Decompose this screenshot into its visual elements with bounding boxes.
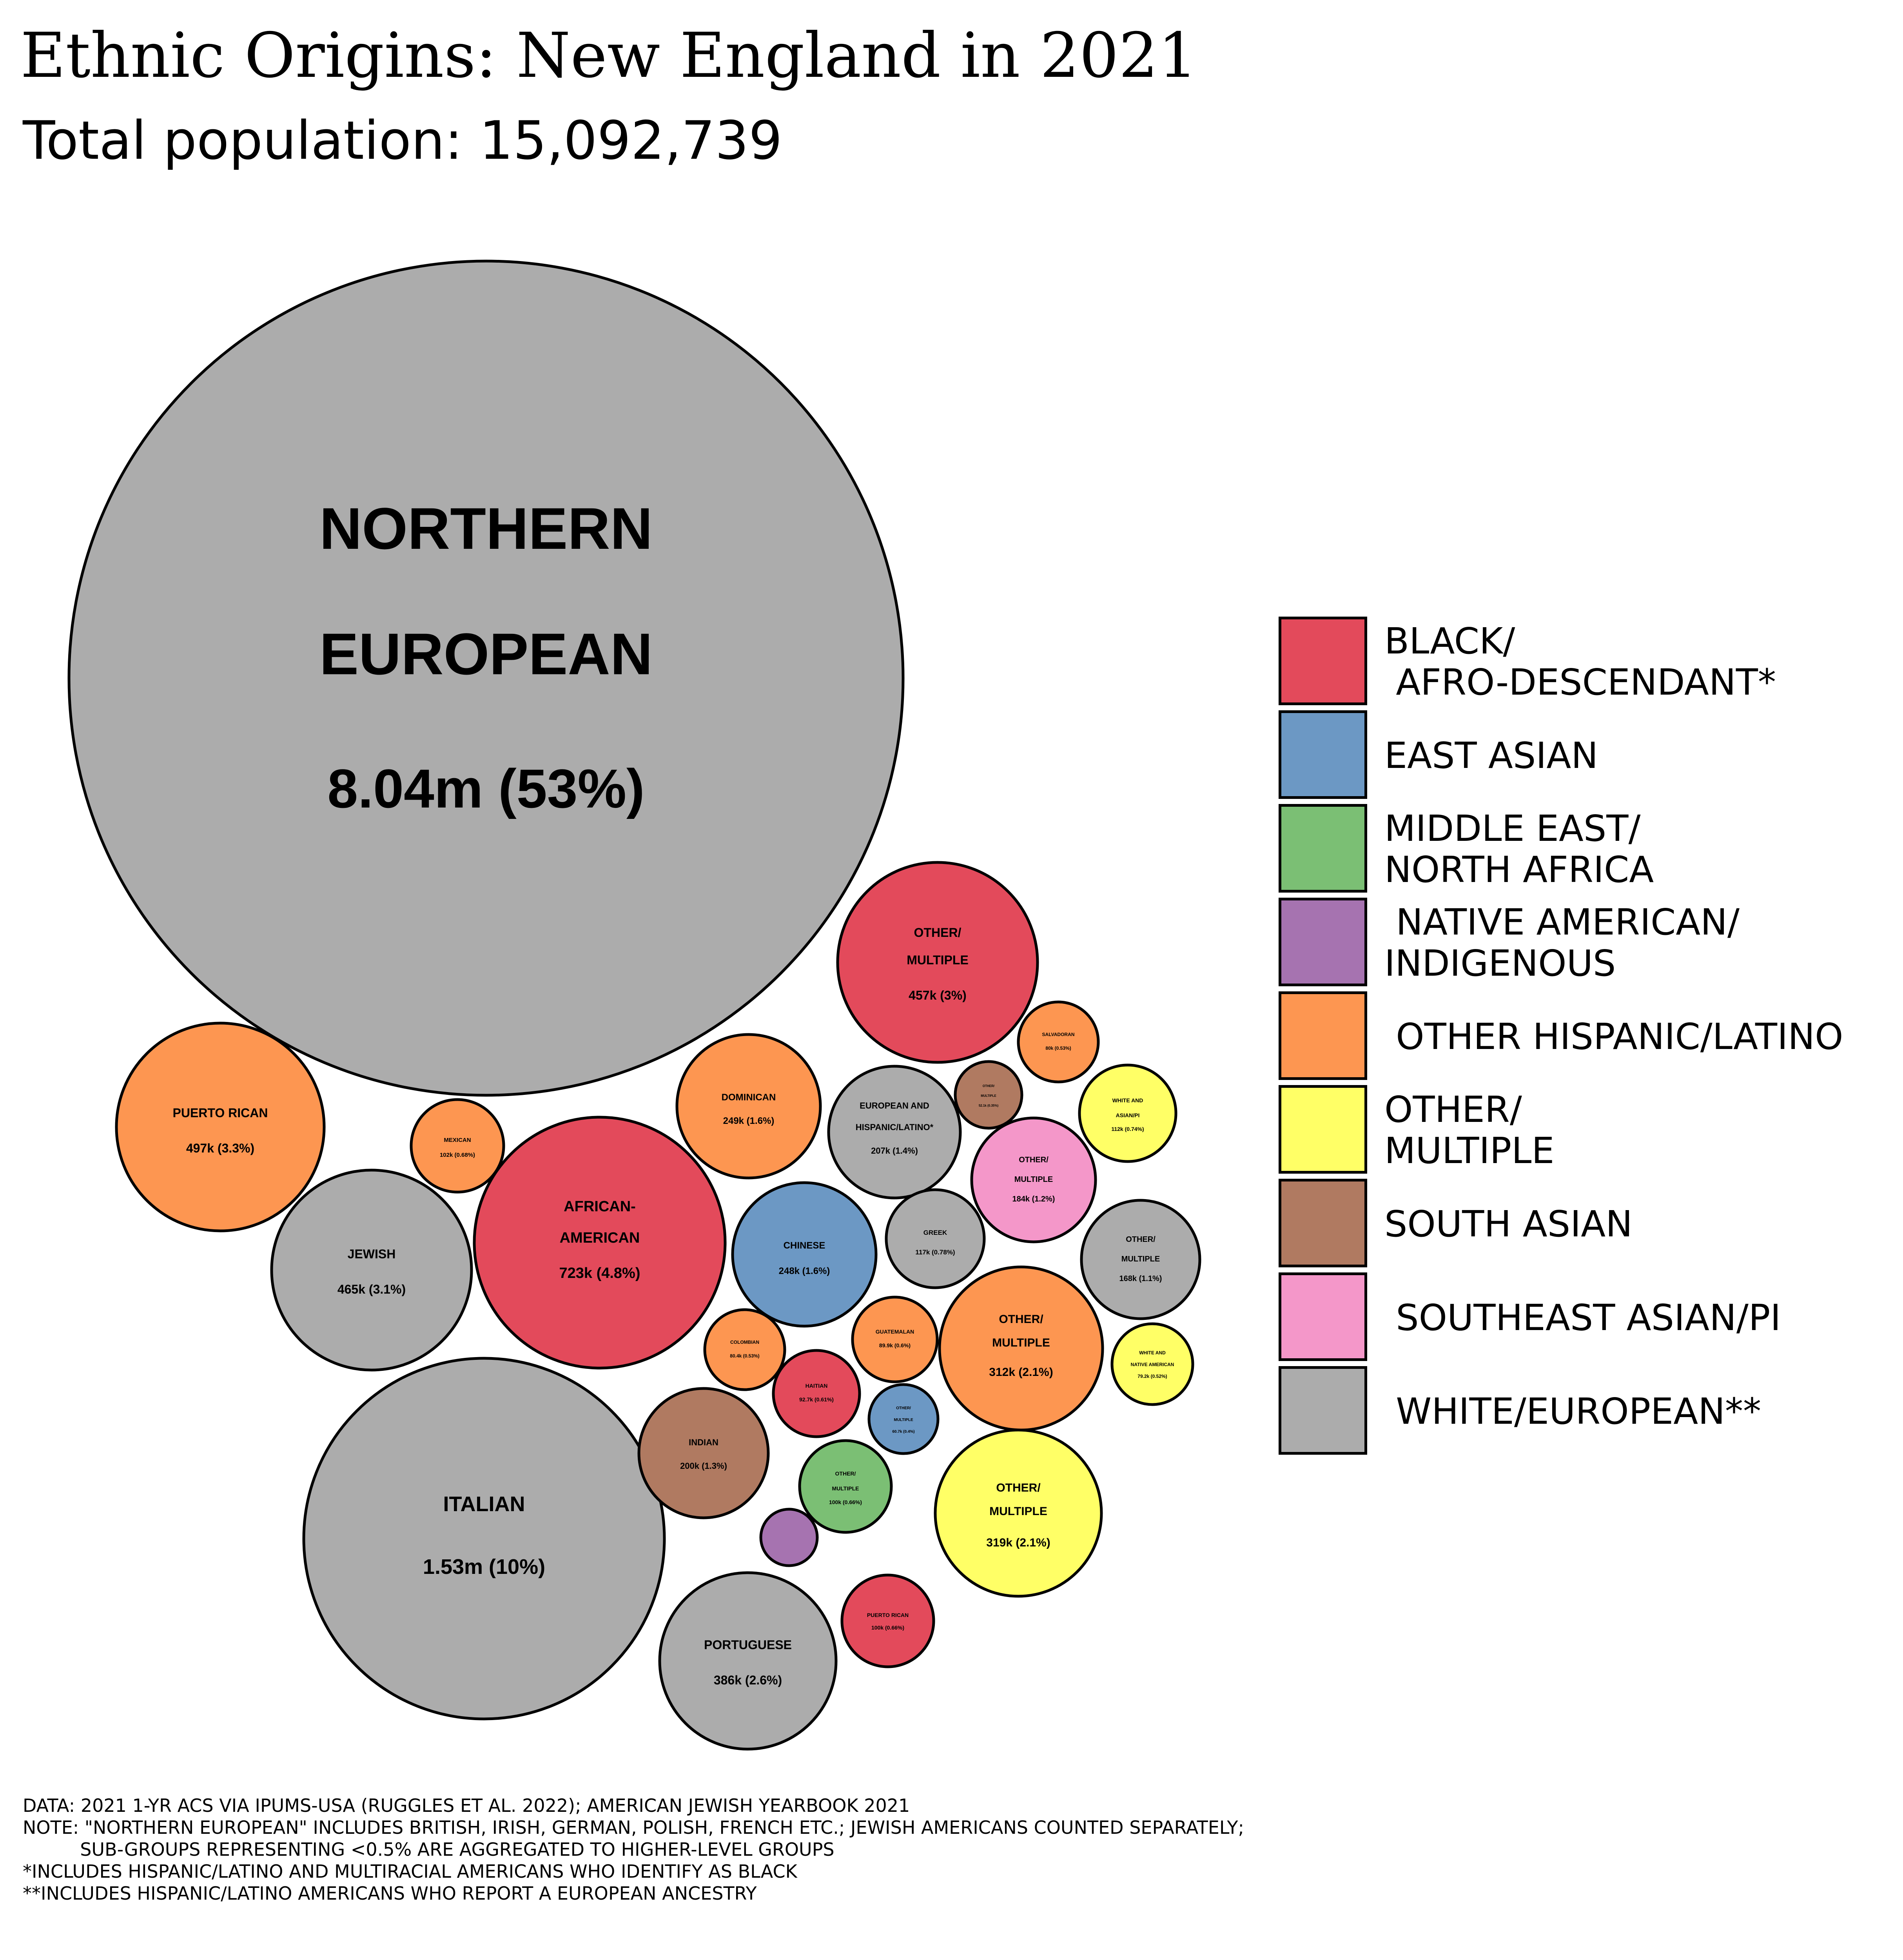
footnote-line: *INCLUDES HISPANIC/LATINO AND MULTIRACIAL AMERICANS WHO IDENTIFY AS BLACK: [23, 1861, 797, 1882]
legend-swatch: [1279, 1272, 1367, 1361]
bubble-value: 312k (2.1%): [989, 1366, 1053, 1379]
bubble-value: 92.7k (0.61%): [799, 1396, 834, 1403]
bubble-name: INDIAN: [689, 1437, 718, 1447]
bubble: [955, 1062, 1022, 1128]
bubble: [940, 1267, 1103, 1430]
bubble-name: COLOMBIAN: [730, 1339, 759, 1345]
bubble-value: 112k (0.74%): [1111, 1126, 1144, 1132]
legend-item: [1279, 1179, 1890, 1270]
legend-swatch: [1279, 804, 1367, 893]
bubble-name: NORTHERN: [319, 495, 653, 561]
bubble: [842, 1575, 934, 1667]
bubble-name: GREEK: [923, 1229, 947, 1236]
bubble: [304, 1358, 664, 1719]
legend-item: [1279, 710, 1890, 801]
bubble: [677, 1034, 820, 1178]
legend-swatch: [1279, 617, 1367, 705]
bubble-name: MULTIPLE: [1014, 1175, 1053, 1184]
bubble-name: OTHER/: [914, 926, 961, 940]
bubble-name: HAITIAN: [805, 1383, 828, 1389]
bubble-name: MEXICAN: [444, 1137, 471, 1143]
bubble: [773, 1350, 860, 1437]
bubble-name: EUROPEAN AND: [860, 1101, 929, 1111]
bubble: [935, 1430, 1101, 1596]
bubble-name: CHINESE: [783, 1240, 825, 1251]
bubble: [1081, 1200, 1200, 1319]
bubble: [705, 1310, 785, 1390]
bubble: [733, 1183, 876, 1326]
bubble-circle: [411, 1100, 504, 1192]
legend-label: EAST ASIAN: [1384, 734, 1598, 777]
bubble-value: 319k (2.1%): [986, 1536, 1050, 1549]
bubble-circle: [886, 1190, 984, 1288]
bubble-name: GUATEMALAN: [875, 1328, 914, 1335]
legend-swatch: [1279, 1179, 1367, 1267]
bubble-value: 80.4k (0.53%): [730, 1353, 760, 1359]
bubble-name: OTHER/: [982, 1084, 995, 1088]
bubble: [761, 1509, 817, 1566]
bubble: [869, 1385, 938, 1454]
bubble-name: MULTIPLE: [1121, 1255, 1160, 1263]
bubble: [972, 1118, 1096, 1242]
bubble: [474, 1117, 725, 1368]
bubble-value: 386k (2.6%): [713, 1673, 782, 1687]
bubble-name: MULTIPLE: [992, 1336, 1050, 1349]
bubble-value: 168k (1.1%): [1119, 1274, 1162, 1283]
bubble-name: MULTIPLE: [894, 1418, 913, 1422]
bubble-name: WHITE AND: [1139, 1350, 1166, 1356]
legend-item: [1279, 617, 1890, 708]
legend-swatch: [1279, 1366, 1367, 1455]
legend-item: [1279, 1366, 1890, 1457]
bubble: [116, 1023, 324, 1231]
bubble-name: OTHER/: [996, 1481, 1041, 1494]
bubble: [886, 1190, 984, 1288]
legend-label: OTHER HISPANIC/LATINO: [1384, 1015, 1843, 1058]
bubble-name: AFRICAN-: [564, 1198, 636, 1215]
legend-item: [1279, 804, 1890, 895]
bubble-name: MULTIPLE: [832, 1485, 859, 1492]
bubble-value: 184k (1.2%): [1012, 1195, 1055, 1203]
legend-swatch: [1279, 710, 1367, 799]
bubble-name: NATIVE AMERICAN: [1130, 1362, 1174, 1367]
bubble-name: SALVADORAN: [1042, 1032, 1075, 1037]
bubble-value: 60.7k (0.4%): [892, 1430, 915, 1434]
bubble-circle: [842, 1575, 934, 1667]
bubble-name: EUROPEAN: [319, 621, 653, 687]
bubble-value: 457k (3%): [909, 988, 967, 1002]
legend-label: WHITE/EUROPEAN**: [1384, 1390, 1761, 1432]
legend-label: MIDDLE EAST/ NORTH AFRICA: [1384, 808, 1654, 891]
bubble-circle: [272, 1170, 472, 1370]
bubble-value: 79.2k (0.52%): [1137, 1374, 1167, 1379]
bubble-value: 207k (1.4%): [871, 1146, 918, 1156]
bubble-value: 497k (3.3%): [186, 1141, 255, 1155]
bubble-value: 117k (0.78%): [915, 1249, 955, 1256]
bubble-name: AMERICAN: [559, 1230, 640, 1246]
bubble-name: ASIAN/PI: [1116, 1112, 1140, 1118]
bubble-name: PORTUGUESE: [704, 1638, 792, 1652]
bubble-value: 723k (4.8%): [559, 1265, 640, 1281]
bubble-name: PUERTO RICAN: [867, 1612, 909, 1618]
bubble-name: ITALIAN: [443, 1492, 525, 1516]
legend-item: [1279, 898, 1890, 989]
bubble-name: JEWISH: [347, 1247, 396, 1261]
bubble-value: 465k (3.1%): [337, 1282, 406, 1296]
legend-item: [1279, 1085, 1890, 1176]
bubble: [1079, 1065, 1176, 1161]
bubble-value: 102k (0.68%): [439, 1152, 475, 1158]
bubble-circle: [773, 1350, 860, 1437]
legend-label: SOUTH ASIAN: [1384, 1203, 1633, 1245]
bubble-value: 89.9k (0.6%): [879, 1342, 911, 1348]
bubble-name: MULTIPLE: [981, 1094, 996, 1098]
chart-subtitle: Total population: 15,092,739: [23, 110, 782, 171]
bubble-name: OTHER/: [896, 1406, 911, 1410]
bubble: [829, 1066, 960, 1198]
bubble-name: DOMINICAN: [721, 1092, 776, 1103]
bubble-name: WHITE AND: [1112, 1097, 1143, 1103]
bubble-circle: [660, 1573, 836, 1749]
footnote-line: SUB-GROUPS REPRESENTING <0.5% ARE AGGREGATED TO HIGHER-LEVEL GROUPS: [23, 1839, 834, 1860]
legend-label: OTHER/ MULTIPLE: [1384, 1089, 1555, 1172]
legend-label: NATIVE AMERICAN/ INDIGENOUS: [1384, 901, 1740, 984]
legend-swatch: [1279, 1085, 1367, 1174]
bubble: [1018, 1002, 1098, 1082]
bubble-value: 1.53m (10%): [423, 1555, 546, 1579]
bubble: [853, 1297, 937, 1382]
legend-label: SOUTHEAST ASIAN/PI: [1384, 1296, 1781, 1339]
bubble: [411, 1100, 504, 1192]
legend-swatch: [1279, 991, 1367, 1080]
footnote-line: NOTE: "NORTHERN EUROPEAN" INCLUDES BRITISH, IRISH, GERMAN, POLISH, FRENCH ETC.; JEWISH AMERICANS COUNTED SEPARATELY;: [23, 1817, 1244, 1838]
legend-swatch: [1279, 898, 1367, 986]
bubble-name: OTHER/: [999, 1313, 1043, 1326]
footnote-line: **INCLUDES HISPANIC/LATINO AMERICANS WHO REPORT A EUROPEAN ANCESTRY: [23, 1883, 757, 1904]
bubble: [660, 1573, 836, 1749]
bubble-value: 248k (1.6%): [778, 1266, 830, 1276]
bubble-name: PUERTO RICAN: [172, 1106, 268, 1120]
bubble-name: OTHER/: [1126, 1235, 1156, 1244]
bubble: [1112, 1324, 1193, 1405]
bubble-name: HISPANIC/LATINO*: [855, 1122, 934, 1132]
legend-item: [1279, 1272, 1890, 1363]
bubble-circle: [639, 1388, 768, 1518]
bubble: [69, 261, 903, 1095]
bubble-circle: [116, 1023, 324, 1231]
chart-title: Ethnic Origins: New England in 2021: [20, 20, 1198, 92]
bubble-value: 249k (1.6%): [723, 1116, 775, 1126]
bubble: [639, 1388, 768, 1518]
bubble-circle: [1018, 1002, 1098, 1082]
bubble-value: 100k (0.66%): [871, 1624, 905, 1631]
bubble-circle: [761, 1509, 817, 1566]
bubble-value: 52.1k (0.35%): [978, 1104, 999, 1107]
bubble-circle: [829, 1066, 960, 1198]
footnotes: [23, 1795, 1244, 1905]
bubble-value: 8.04m (53%): [327, 758, 645, 819]
legend-label: BLACK/ AFRO-DESCENDANT*: [1384, 620, 1776, 703]
footnote-line: DATA: 2021 1-YR ACS VIA IPUMS-USA (RUGGLES ET AL. 2022); AMERICAN JEWISH YEARBOOK 2021: [23, 1795, 910, 1816]
bubble-circle: [705, 1310, 785, 1390]
bubble-circle: [853, 1297, 937, 1382]
legend-item: [1279, 991, 1890, 1082]
bubble-name: OTHER/: [835, 1470, 856, 1477]
bubble-name: MULTIPLE: [989, 1505, 1047, 1518]
bubble: [272, 1170, 472, 1370]
bubble-name: MULTIPLE: [907, 953, 969, 967]
bubble-name: OTHER/: [1019, 1156, 1049, 1164]
bubble-value: 100k (0.66%): [829, 1499, 862, 1505]
bubble: [800, 1441, 891, 1532]
bubble-value: 200k (1.3%): [680, 1461, 727, 1471]
bubble: [838, 862, 1038, 1062]
bubble-circle: [677, 1034, 820, 1178]
bubble-circle: [304, 1358, 664, 1719]
bubble-circle: [733, 1183, 876, 1326]
bubble-value: 80k (0.53%): [1045, 1045, 1071, 1051]
